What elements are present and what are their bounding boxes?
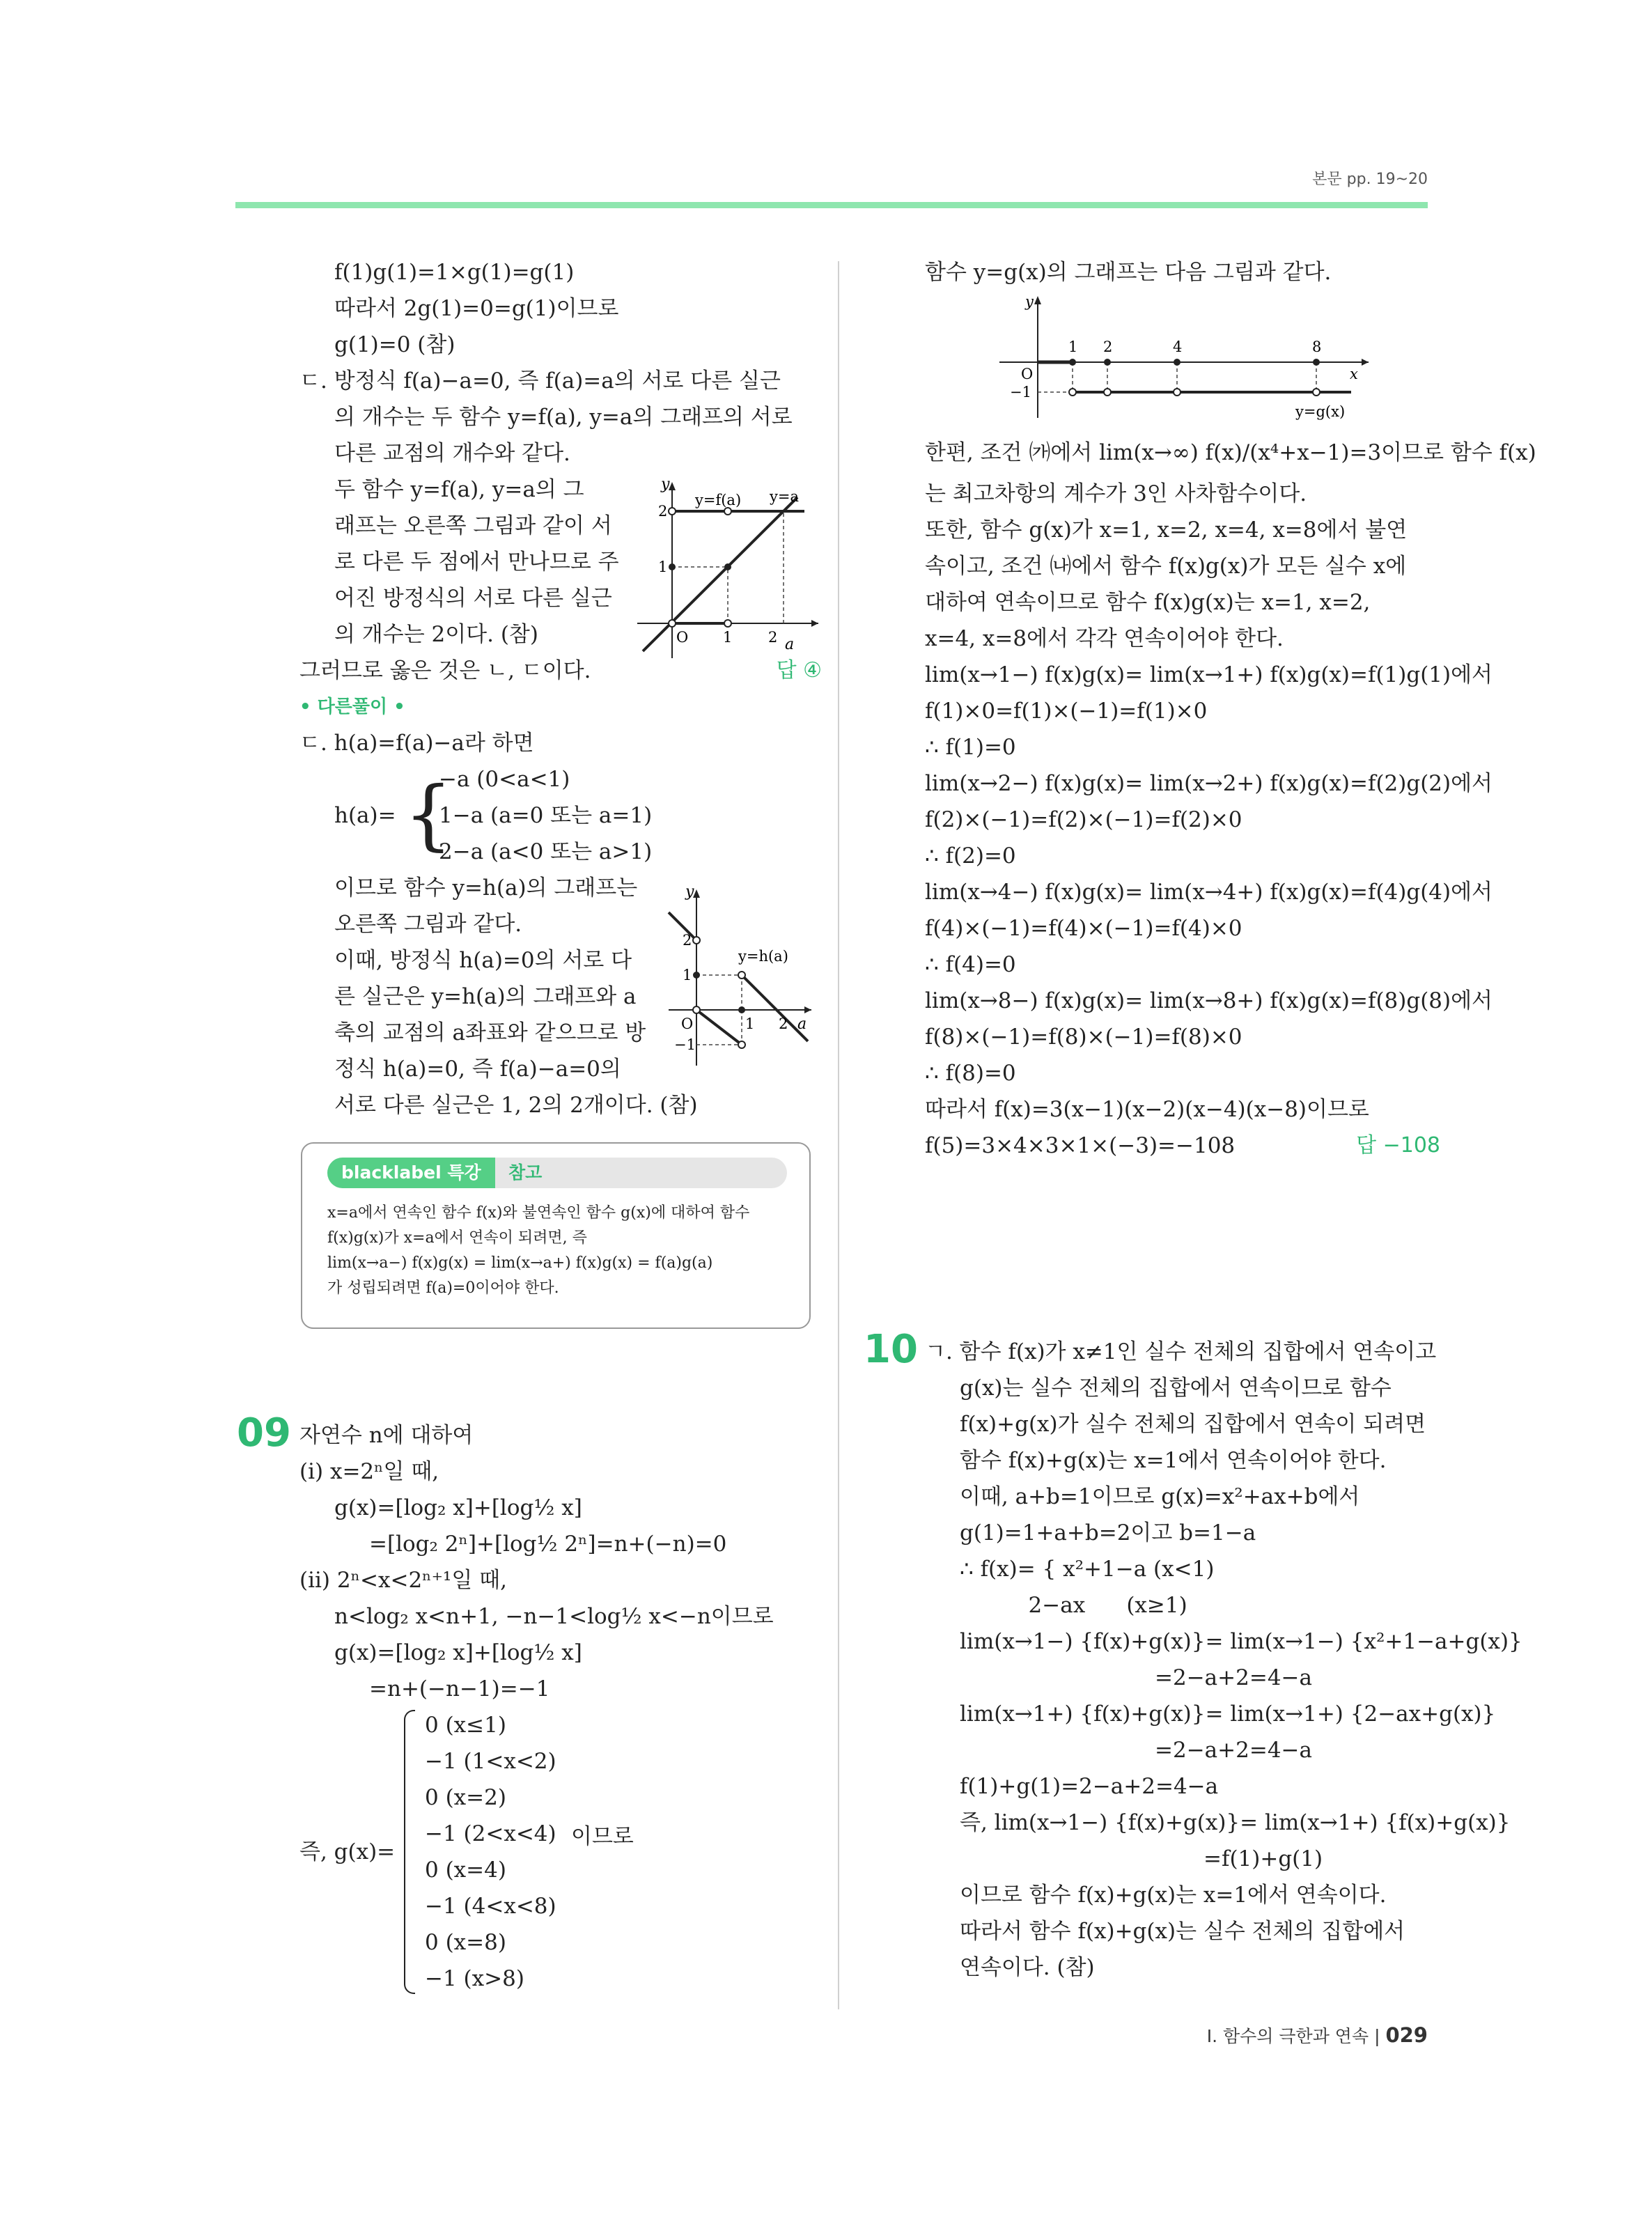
axis-label-a: a	[797, 1015, 807, 1033]
text-line: n<log₂ x<n+1, −n−1<log½ x<−n이므로	[334, 1604, 774, 1629]
text-line: 축의 교점의 a좌표와 같으므로 방	[334, 1020, 646, 1045]
note-tag-ref: 참고	[508, 1162, 543, 1183]
text-line: 는 최고차항의 계수가 3인 사차함수이다.	[925, 481, 1307, 506]
note-line: f(x)g(x)가 x=a에서 연속이 되려면, 즉	[327, 1229, 587, 1247]
text-line: (i) x=2ⁿ일 때,	[299, 1459, 439, 1484]
text-line: 또한, 함수 g(x)가 x=1, x=2, x=4, x=8에서 불연	[925, 517, 1408, 543]
case-line: −a (0<a<1)	[439, 767, 570, 792]
tick-x1: 1	[1068, 338, 1078, 355]
tick-x2: 2	[779, 1015, 788, 1032]
problem-10	[925, 1334, 1522, 1986]
text-line: f(x)+g(x)가 실수 전체의 집합에서 연속이 되려면	[960, 1412, 1426, 1437]
answer-09: 답 −108	[1356, 1133, 1440, 1158]
note-tag: blacklabel 특강	[327, 1158, 495, 1188]
graph-h	[655, 881, 815, 1069]
tick-x2: 2	[1103, 338, 1113, 355]
origin-label: O	[1021, 366, 1034, 382]
text-line: f(8)×(−1)=f(8)×(−1)=f(8)×0	[925, 1025, 1242, 1050]
text-line: f(1)+g(1)=2−a+2=4−a	[960, 1774, 1219, 1799]
tick-x1: 1	[723, 629, 733, 646]
piecewise-h	[299, 761, 822, 870]
alt-solution-title: • 다른풀이 •	[299, 696, 405, 717]
text-line: 이때, a+b=1이므로 g(x)=x²+ax+b에서	[960, 1484, 1360, 1509]
text-line: 대하여 연속이므로 함수 f(x)g(x)는 x=1, x=2,	[925, 590, 1371, 615]
text-line: 이때, 방정식 h(a)=0의 서로 다	[334, 948, 632, 973]
text-line: ㄱ. 함수 f(x)가 x≠1인 실수 전체의 집합에서 연속이고	[925, 1339, 1437, 1364]
text-line: ㄷ. h(a)=f(a)−a라 하면	[299, 731, 534, 756]
cases-suffix: 이므로	[571, 1824, 634, 1849]
text-line: 따라서 함수 f(x)+g(x)는 실수 전체의 집합에서	[960, 1919, 1405, 1944]
g-label: 즉, g(x)=	[299, 1839, 396, 1864]
text-line: 래프는 오른쪽 그림과 같이 서	[334, 513, 612, 538]
origin-label: O	[681, 1015, 694, 1032]
axis-label-y: y	[661, 476, 670, 493]
case-line: −1 (4<x<8)	[425, 1894, 556, 1919]
text-line: 의 개수는 두 함수 y=f(a), y=a의 그래프의 서로	[334, 405, 793, 430]
chapter-title: Ⅰ. 함수의 극한과 연속	[1206, 2026, 1369, 2046]
label-gx: y=g(x)	[1295, 403, 1346, 420]
problem-09	[299, 1417, 829, 1997]
text-line: =2−a+2=4−a	[1155, 1665, 1313, 1690]
text-line: 다른 교점의 개수와 같다.	[334, 441, 570, 466]
graph-g	[996, 293, 1372, 428]
axis-label-y: y	[685, 883, 694, 901]
text-line: =2−a+2=4−a	[1155, 1738, 1313, 1763]
text-line: f(1)×0=f(1)×(−1)=f(1)×0	[925, 699, 1208, 724]
graph-f-and-a	[623, 474, 822, 662]
case-line: 1−a (a=0 또는 a=1)	[439, 803, 653, 828]
axis-label-a: a	[785, 636, 795, 653]
text-line: 함수 y=g(x)의 그래프는 다음 그림과 같다.	[925, 260, 1332, 285]
case-list	[425, 1707, 556, 1997]
tick-x2: 2	[768, 629, 778, 646]
text-line: g(1)=0 (참)	[334, 332, 455, 357]
case-line: 2−a (a<0 또는 a>1)	[439, 839, 653, 864]
text-line: 이므로 함수 f(x)+g(x)는 x=1에서 연속이다.	[960, 1883, 1387, 1908]
blacklabel-note	[301, 1142, 811, 1329]
answer-08: 답 ④	[776, 658, 822, 683]
axis-label-x: x	[1350, 366, 1358, 382]
text-line: 따라서 2g(1)=0=g(1)이므로	[334, 296, 619, 321]
case-line: 0 (x≤1)	[425, 1713, 506, 1738]
text-line: ∴ f(1)=0	[925, 735, 1016, 760]
text-line: (ii) 2ⁿ<x<2ⁿ⁺¹일 때,	[299, 1568, 507, 1593]
text-line: lim(x→1+) {f(x)+g(x)}= lim(x→1+) {2−ax+g(x)}	[960, 1701, 1496, 1727]
case-line: 0 (x=4)	[425, 1858, 506, 1883]
note-body	[327, 1201, 749, 1301]
text-line: 따라서 f(x)=3(x−1)(x−2)(x−4)(x−8)이므로	[925, 1097, 1369, 1122]
text-line: lim(x→2−) f(x)g(x)= lim(x→2+) f(x)g(x)=f(2)g(2)에서	[925, 771, 1493, 796]
text-line: 자연수 n에 대하여	[299, 1423, 474, 1448]
text-line: 즉, lim(x→1−) {f(x)+g(x)}= lim(x→1+) {f(x)+g(x)}	[960, 1810, 1511, 1835]
text-line: ㄷ. 방정식 f(a)−a=0, 즉 f(a)=a의 서로 다른 실근	[299, 368, 781, 394]
brace-icon	[404, 1710, 415, 1994]
tick-x8: 8	[1312, 338, 1322, 355]
label-fa: y=f(a)	[695, 492, 742, 508]
text-line: 연속이다. (참)	[960, 1955, 1095, 1980]
text-line: ∴ f(4)=0	[925, 952, 1016, 977]
tick-x1: 1	[745, 1015, 755, 1032]
text-line: 른 실근은 y=h(a)의 그래프와 a	[334, 984, 637, 1009]
label-ha: y=h(a)	[738, 948, 788, 965]
tick-ym1: −1	[1010, 384, 1031, 400]
page-footer	[1207, 2023, 1428, 2048]
case-line: −1 (1<x<2)	[425, 1749, 556, 1774]
text-line: f(1)g(1)=1×g(1)=g(1)	[334, 260, 575, 285]
note-line: lim(x→a−) f(x)g(x) = lim(x→a+) f(x)g(x) = f(a)g(a)	[327, 1254, 713, 1272]
note-line: 가 성립되려면 f(a)=0이어야 한다.	[327, 1279, 559, 1297]
label-ya: y=a	[770, 488, 799, 505]
case-line: 0 (x=8)	[425, 1930, 506, 1955]
text-line: f(4)×(−1)=f(4)×(−1)=f(4)×0	[925, 916, 1242, 941]
text-line: 속이고, 조건 ㈏에서 함수 f(x)g(x)가 모든 실수 x에	[925, 554, 1407, 579]
case-line: 0 (x=2)	[425, 1785, 506, 1810]
text-line: =f(1)+g(1)	[1203, 1846, 1323, 1871]
tick-ym1: −1	[674, 1036, 696, 1053]
text-line: lim(x→8−) f(x)g(x)= lim(x→8+) f(x)g(x)=f(8)g(8)에서	[925, 988, 1493, 1013]
text-line: lim(x→1−) {f(x)+g(x)}= lim(x→1−) {x²+1−a+g(x)}	[960, 1629, 1522, 1654]
problem-number-10: 10	[864, 1327, 918, 1372]
text-line: 이므로 함수 y=h(a)의 그래프는	[334, 875, 638, 901]
text-line: g(1)=1+a+b=2이고 b=1−a	[960, 1520, 1256, 1545]
text-line: g(x)=[log₂ x]+[log½ x]	[334, 1495, 582, 1520]
text-line: lim(x→1−) f(x)g(x)= lim(x→1+) f(x)g(x)=f(1)g(1)에서	[925, 662, 1493, 687]
text-line: f(2)×(−1)=f(2)×(−1)=f(2)×0	[925, 807, 1242, 832]
text-line: 2−ax (x≥1)	[960, 1593, 1187, 1618]
text-line: 오른쪽 그림과 같다.	[334, 912, 522, 937]
text-line: ∴ f(2)=0	[925, 843, 1016, 869]
text-line: 서로 다른 실근은 1, 2의 2개이다. (참)	[334, 1093, 698, 1118]
column-divider	[838, 261, 839, 2009]
text-line: =n+(−n−1)=−1	[369, 1676, 550, 1701]
case-line: −1 (x>8)	[425, 1966, 524, 1991]
text-line: 함수 f(x)+g(x)는 x=1에서 연속이어야 한다.	[960, 1448, 1387, 1473]
h-label: h(a)=	[334, 803, 396, 828]
problem-number-09: 09	[237, 1410, 291, 1456]
note-line: x=a에서 연속인 함수 f(x)와 불연속인 함수 g(x)에 대하여 함수	[327, 1204, 750, 1222]
tick-x4: 4	[1173, 338, 1183, 355]
text-line: 로 다른 두 점에서 만나므로 주	[334, 550, 619, 575]
text-line: ∴ f(x)= { x²+1−a (x<1)	[960, 1557, 1215, 1582]
text-line: g(x)=[log₂ x]+[log½ x]	[334, 1640, 582, 1665]
page-ref: 본문 pp. 19~20	[1312, 171, 1428, 188]
text-line: lim(x→4−) f(x)g(x)= lim(x→4+) f(x)g(x)=f(4)g(4)에서	[925, 880, 1493, 905]
text-line: =[log₂ 2ⁿ]+[log½ 2ⁿ]=n+(−n)=0	[369, 1532, 727, 1557]
text-line: x=4, x=8에서 각각 연속이어야 한다.	[925, 626, 1284, 651]
tick-y1: 1	[683, 967, 692, 983]
text-line: ∴ f(8)=0	[925, 1061, 1016, 1086]
piecewise-g	[299, 1707, 829, 1997]
tick-y2: 2	[683, 932, 692, 949]
text-line: 정식 h(a)=0, 즉 f(a)−a=0의	[334, 1057, 621, 1082]
tick-y2: 2	[658, 503, 668, 520]
case-line: −1 (2<x<4)	[425, 1821, 556, 1846]
brace-icon: {	[404, 770, 453, 859]
top-rule	[235, 202, 1428, 208]
origin-label: O	[676, 629, 689, 646]
text-line	[925, 1128, 1440, 1164]
axis-label-y: y	[1025, 293, 1034, 310]
tick-y1: 1	[658, 559, 668, 575]
note-header	[327, 1158, 787, 1188]
text-line: 어진 방정식의 서로 다른 실근	[334, 586, 612, 611]
conclusion-text: 그러므로 옳은 것은 ㄴ, ㄷ이다.	[299, 658, 591, 683]
text-line: 의 개수는 2이다. (참)	[334, 622, 538, 647]
footer-separator: |	[1374, 2026, 1380, 2046]
text-line: 한편, 조건 ㈎에서 lim(x→∞) f(x)/(x⁴+x−1)=3이므로 함수 f(x)	[925, 440, 1536, 465]
text-line: 두 함수 y=f(a), y=a의 그	[334, 477, 584, 502]
page-number: 029	[1385, 2023, 1428, 2047]
text-line: g(x)는 실수 전체의 집합에서 연속이므로 함수	[960, 1376, 1392, 1401]
final-value: f(5)=3×4×3×1×(−3)=−108	[925, 1133, 1236, 1158]
